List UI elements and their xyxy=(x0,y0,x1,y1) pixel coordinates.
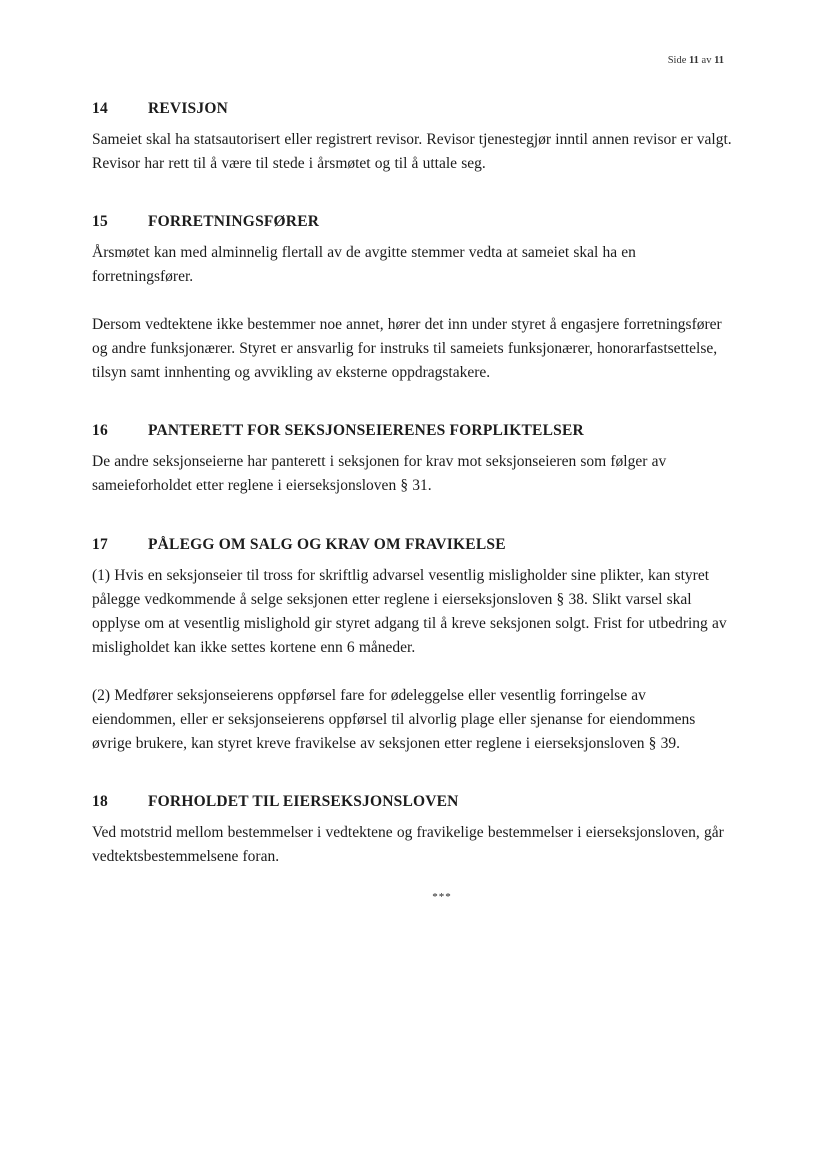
section-forholdet-til-eierseksjonsloven xyxy=(92,793,732,869)
page-label-mid: av xyxy=(701,55,712,66)
section-heading xyxy=(92,422,732,444)
section-heading xyxy=(92,536,732,558)
section-title: FORHOLDET TIL EIERSEKSJONSLOVEN xyxy=(148,793,459,810)
section-heading xyxy=(92,100,732,122)
section-paragraph: Sameiet skal ha statsautorisert eller registrert revisor. Revisor tjenestegjør inntil annen revisor er valgt. Revisor har rett til å være til stede i årsmøtet og til å uttale seg. xyxy=(92,131,732,172)
section-paragraph: (2) Medfører seksjonseierens oppførsel fare for ødeleggelse eller vesentlig forringelse av eiendommen, eller er seksjonseierens oppførsel til alvorlig plage eller sjenanse for eiendommens øvrige brukere, kan styret kreve fravikelse av seksjonen etter reglene i eierseksjonsloven § 39. xyxy=(92,687,696,752)
section-palegg-om-salg xyxy=(92,536,732,756)
section-title: PANTERETT FOR SEKSJONSEIERENES FORPLIKTELSER xyxy=(148,422,584,439)
section-number: 15 xyxy=(92,213,108,230)
section-paragraph: Årsmøtet kan med alminnelig flertall av de avgitte stemmer vedta at sameiet skal ha en forretningsfører. xyxy=(92,244,636,285)
page-number xyxy=(668,55,724,66)
section-number: 17 xyxy=(92,536,108,553)
section-heading xyxy=(92,213,732,235)
section-paragraph: Dersom vedtektene ikke bestemmer noe annet, hører det inn under styret å engasjere forretningsfører og andre funksjonærer. Styret er ansvarlig for instruks til sameiets funksjonærer, honorarfastsettelse, tilsyn samt innhenting og avvikling av eksterne oppdragstakere. xyxy=(92,316,722,381)
section-forretningsforer xyxy=(92,213,732,385)
section-revisjon xyxy=(92,100,732,176)
section-title: FORRETNINGSFØRER xyxy=(148,213,320,230)
section-paragraph: Ved motstrid mellom bestemmelser i vedtektene og fravikelige bestemmelser i eierseksjonsloven, går vedtektsbestemmelsene foran. xyxy=(92,824,724,865)
page-current: 11 xyxy=(688,55,699,66)
section-heading xyxy=(92,793,732,815)
section-number: 16 xyxy=(92,422,108,439)
end-of-document-mark: *** xyxy=(432,891,452,903)
section-panterett xyxy=(92,422,732,498)
section-title: PÅLEGG OM SALG OG KRAV OM FRAVIKELSE xyxy=(148,536,506,553)
section-paragraph: (1) Hvis en seksjonseier til tross for skriftlig advarsel vesentlig misligholder sine plikter, kan styret pålegge vedkommende å selge seksjonen etter reglene i eierseksjonsloven § 38. Slikt varsel skal opplyse om at vesentlig mislighold gir styret adgang til å kreve seksjonen solgt. Frist for utbedring av misligholdet kan ikke settes kortene enn 6 måneder. xyxy=(92,567,727,656)
section-paragraph: De andre seksjonseierne har panterett i seksjonen for krav mot seksjonseieren som følger av sameieforholdet etter reglene i eierseksjonsloven § 31. xyxy=(92,453,667,494)
section-number: 18 xyxy=(92,793,108,810)
page-label-prefix: Side xyxy=(667,55,687,66)
page-total: 11 xyxy=(714,55,724,66)
section-number: 14 xyxy=(92,100,108,117)
section-title: REVISJON xyxy=(148,100,228,117)
document-body xyxy=(92,100,732,903)
